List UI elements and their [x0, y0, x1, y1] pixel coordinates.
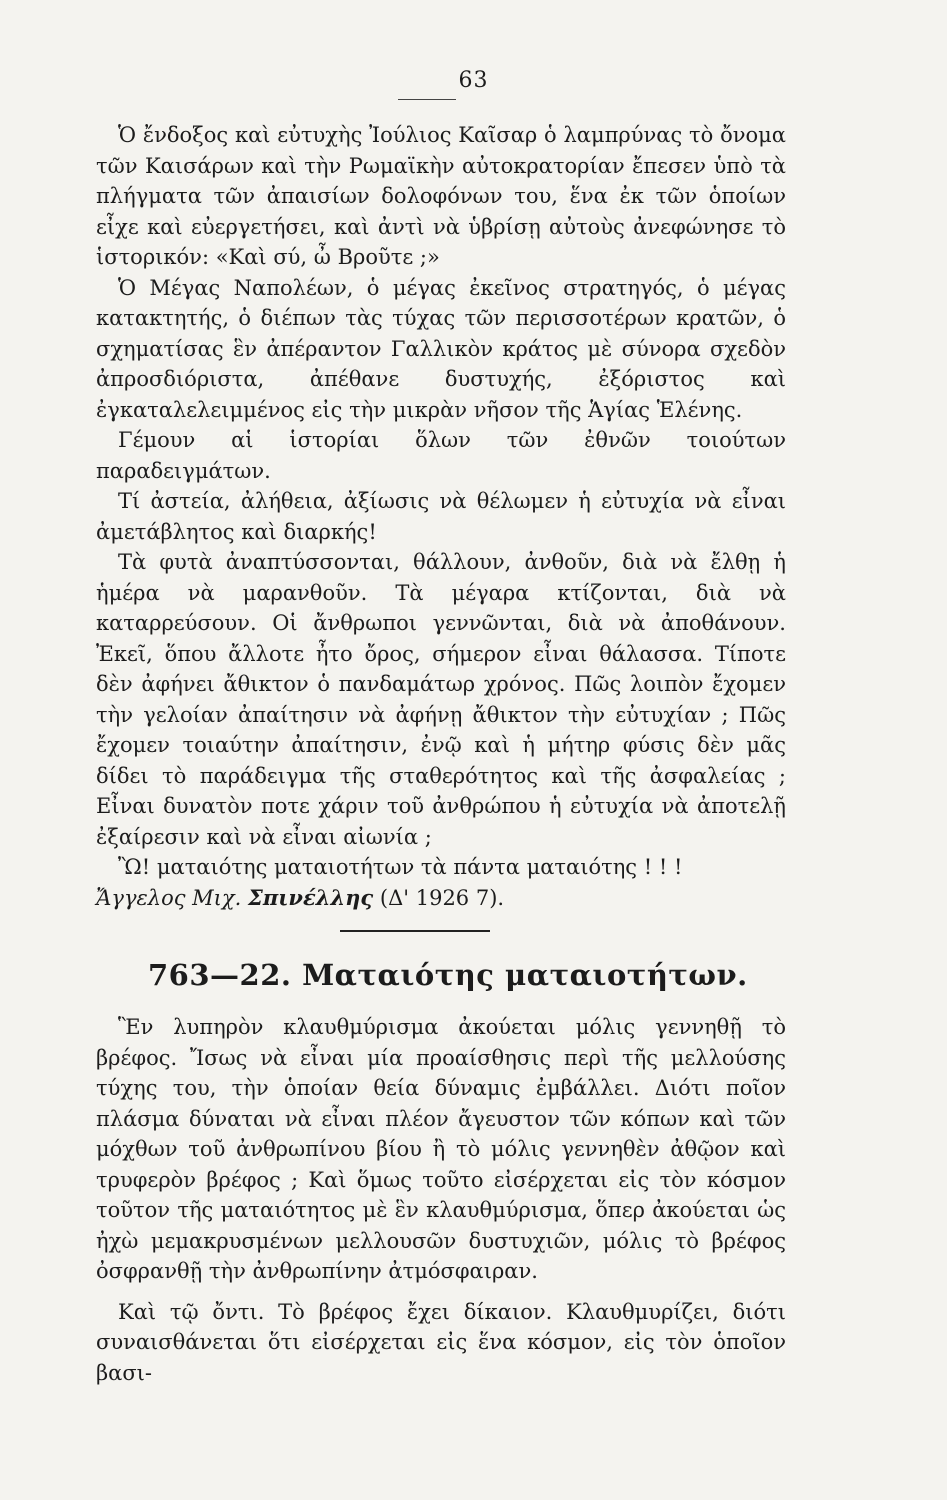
paragraph-vanity: Ὢ! ματαιότης ματαιοτήτων τὰ πάντα ματαιότης ! ! !	[118, 855, 683, 879]
author-surname: Σπινέλλης	[248, 884, 374, 910]
paragraph-infant-cry: Ἓν λυπηρὸν κλαυθμύρισμα ἀκούεται μόλις γεννηθῇ τὸ βρέφος. Ἴσως νὰ εἶναι μία προαίσθησις περὶ τῆς μελλούσης τύχης του, τὴν ὁποίαν θεία δύναμις ἐμβάλλει. Διότι ποῖον πλάσμα δύναται νὰ εἶναι πλέον ἄγευστον τῶν κόπων καὶ τῶν μόχθων τοῦ ἀνθρωπίνου βίου ἢ τὸ μόλις γεννηθὲν ἀθῷον καὶ τρυφερὸν βρέφος ; Καὶ ὅμως τοῦτο εἰσέρχεται εἰς τὸν κόσμον τοῦτον τῆς ματαιότητος μὲ ἓν κλαυθμύρισμα, ὅπερ ἀκούεται ὡς ἠχὼ μεμακρυσμένων μελλουσῶν δυστυχιῶν, μόλις τὸ βρέφος ὀσφρανθῇ τὴν ἀνθρωπίνην ἀτμόσφαιραν.	[96, 1015, 786, 1283]
section-divider	[340, 930, 490, 932]
section-two-text	[96, 1012, 786, 1388]
author-name: Ἄγγελος Μιχ.	[96, 885, 242, 910]
paragraph-caesar: Ὁ ἔνδοξος καὶ εὐτυχὴς Ἰούλιος Καῖσαρ ὁ λαμπρύνας τὸ ὄνομα τῶν Καισάρων καὶ τὴν Ρωμαϊκὴν αὐτοκρατορίαν ἔπεσεν ὑπὸ τὰ πλήγματα τῶν ἀπαισίων δολοφόνων του, ἕνα ἐκ τῶν ὁποίων εἶχε καὶ εὐεργετήσει, καὶ ἀντὶ νὰ ὑβρίσῃ αὐτοὺς ἀνεφώνησε τὸ ἱστορικόν: «Καὶ σύ, ὦ Βροῦτε ;»	[96, 123, 786, 269]
author-reference: (Δ' 1926 7).	[379, 885, 505, 910]
author-signature	[96, 883, 786, 914]
paragraph-happiness: Τί ἀστεία, ἀλήθεια, ἀξίωσις νὰ θέλωμεν ἡ εὐτυχία νὰ εἶναι ἀμετάβλητος καὶ διαρκής!	[96, 489, 786, 544]
page-number: 63	[458, 68, 489, 93]
page-number-underline	[398, 99, 456, 100]
paragraph-nature: Τὰ φυτὰ ἀναπτύσσονται, θάλλουν, ἀνθοῦν, διὰ νὰ ἔλθῃ ἡ ἡμέρα νὰ μαρανθοῦν. Τὰ μέγαρα κτίζονται, διὰ νὰ καταρρεύσουν. Οἱ ἄνθρωποι γεννῶνται, διὰ νὰ ἀποθάνουν. Ἐκεῖ, ὅπου ἄλλοτε ἦτο ὄρος, σήμερον εἶναι θάλασσα. Τίποτε δὲν ἀφήνει ἄθικτον ὁ πανδαμάτωρ χρόνος. Πῶς λοιπὸν ἔχομεν τὴν γελοίαν ἀπαίτησιν νὰ ἀφήνῃ ἄθικτον τὴν εὐτυχίαν ; Πῶς ἔχομεν τοιαύτην ἀπαίτησιν, ἐνῷ καὶ ἡ μήτηρ φύσις δὲν μᾶς δίδει τὸ παράδειγμα τῆς σταθερότητος καὶ τῆς ἀσφαλείας ; Εἶναι δυνατὸν ποτε χάριν τοῦ ἀνθρώπου ἡ εὐτυχία νὰ ἀποτελῇ ἐξαίρεσιν καὶ νὰ εἶναι αἰωνία ;	[96, 550, 786, 849]
paragraph-napoleon: Ὁ Μέγας Ναπολέων, ὁ μέγας ἐκεῖνος στρατηγός, ὁ μέγας κατακτητής, ὁ διέπων τὰς τύχας τῶν περισσοτέρων κρατῶν, ὁ σχηματίσας ἓν ἀπέραντον Γαλλικὸν κράτος μὲ σύνορα σχεδὸν ἀπροσδιόριστα, ἀπέθανε δυστυχής, ἐξόριστος καὶ ἐγκαταλελειμμένος εἰς τὴν μικρὰν νῆσον τῆς Ἁγίας Ἑλένης.	[96, 275, 786, 422]
section-heading: 763—22. Ματαιότης ματαιοτήτων.	[148, 958, 748, 992]
paragraph-histories: Γέμουν αἱ ἱστορίαι ὅλων τῶν ἐθνῶν τοιούτων παραδειγμάτων.	[96, 428, 786, 483]
section-one-text	[96, 120, 786, 913]
paragraph-infant-right: Καὶ τῷ ὄντι. Τὸ βρέφος ἔχει δίκαιον. Κλαυθμυρίζει, διότι συναισθάνεται ὅτι εἰσέρχεται εἰς ἕνα κόσμον, εἰς τὸν ὁποῖον βασι-	[96, 1299, 786, 1385]
